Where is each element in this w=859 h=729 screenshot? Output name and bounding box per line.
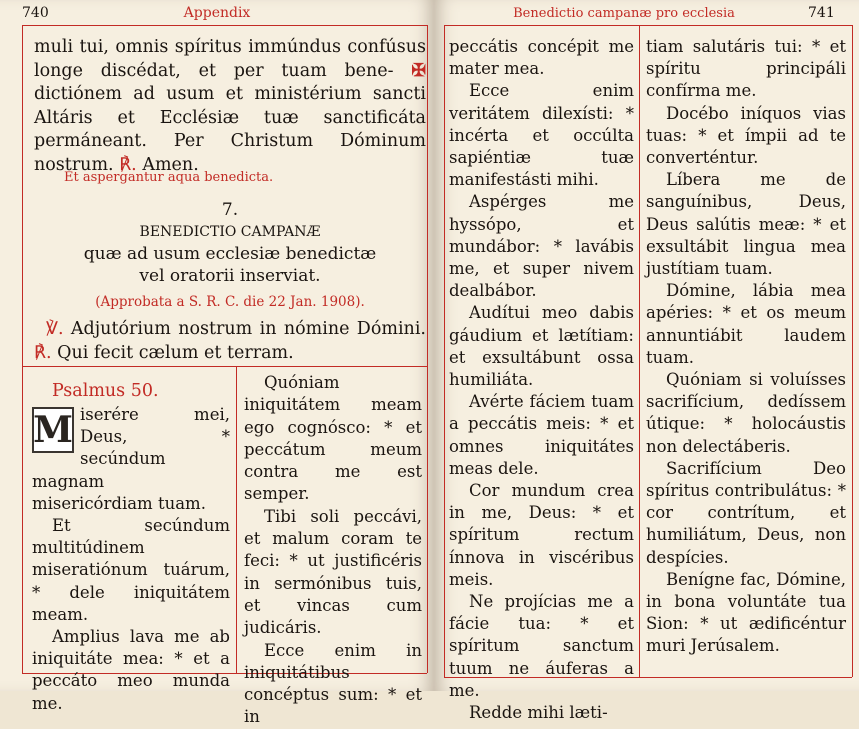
left-running-head: Appendix xyxy=(183,5,251,21)
left-column-2 xyxy=(244,372,422,729)
right-frame-left xyxy=(444,25,445,677)
versicle-symbol: ℣. xyxy=(46,319,64,339)
right-header-rule xyxy=(444,25,852,26)
section-subtitle-2: vel oratorii inserviat. xyxy=(139,266,321,286)
psalm-rule xyxy=(22,366,427,367)
right-page-number: 741 xyxy=(808,5,835,21)
right-column-2 xyxy=(646,36,846,658)
psalm-verse-6: Ecce enim in iniquitátibus concéptus sum: * et in xyxy=(244,640,422,727)
right-page xyxy=(434,0,859,723)
psalm-verse-3: Amplius lava me ab iniquitáte mea: * et a peccáto meo munda me. xyxy=(32,627,230,713)
approbation-note: (Approbata a S. R. C. die 22 Jan. 1908). xyxy=(95,294,365,310)
left-header-rule xyxy=(22,25,427,26)
psalm-verse-18: Quóniam si voluísses sacrifícium, dedíssem útique: * holocáustis non delectáberis. xyxy=(646,370,846,456)
right-running-head: Benedictio campanæ pro ecclesia xyxy=(513,5,735,21)
left-column-1 xyxy=(32,404,230,715)
versicle-response xyxy=(34,317,426,365)
psalm-verse-12: Cor mundum crea in me, Deus: * et spíritum rectum ínnova in viscéribus meis. xyxy=(449,481,634,589)
dropcap-m-icon: M xyxy=(32,407,74,453)
right-column-1 xyxy=(449,36,634,724)
response-text: Qui fecit cælum et terram. xyxy=(57,343,294,363)
psalm-verse-15: Docébo iníquos vias tuas: * et ímpii ad te converténtur. xyxy=(646,103,846,168)
psalm-verse-10: Audítui meo dabis gáudium et lætítiam: et exsultábunt ossa humiliáta. xyxy=(449,303,634,390)
psalm-verse-19: Sacrifícium Deo spíritus contribulátus: * cor contrítum, et humiliátum, Deus, non despícies. xyxy=(646,458,846,567)
psalm-verse-7: peccátis concépit me mater mea. xyxy=(449,37,634,79)
rubric-asperges: Et aspergantur aqua benedicta. xyxy=(64,170,274,185)
psalm-verse-1-text: iserére mei, Deus, * secúndum magnam misericórdiam tuam. xyxy=(32,405,230,513)
left-column-divider xyxy=(236,366,237,673)
response-symbol: ℟. xyxy=(119,154,137,175)
psalm-verse-14: Redde mihi læti- xyxy=(469,703,608,723)
psalm-verse-4: Quóniam iniquitátem meam ego cognósco: * et peccátum meum contra me est semper. xyxy=(244,373,422,504)
section-number: 7. xyxy=(221,200,239,220)
psalm-verse-20: Benígne fac, Dómine, in bona voluntáte tua Sion: * ut ædificéntur muri Jerúsalem. xyxy=(646,569,846,656)
right-column-divider xyxy=(639,25,640,677)
left-page-number: 740 xyxy=(22,5,49,21)
response-symbol-2: ℟. xyxy=(34,343,52,363)
amen-text: Amen. xyxy=(142,154,199,175)
versicle-text: Adjutórium nostrum in nómine Dómini. xyxy=(70,319,426,339)
psalm-verse-8: Ecce enim veritátem dilexísti: * incérta et occúlta sapiéntiæ tuæ manifestásti mihi. xyxy=(449,81,634,190)
opening-paragraph-text: muli tui, omnis spíritus immúndus confúsus longe discédat, et per tuam bene- xyxy=(34,37,426,81)
psalm-verse-14-cont: tiam salutáris tui: * et spíritu principáli confírma me. xyxy=(646,37,846,101)
psalm-verse-11: Avérte fáciem tuam a peccátis meis: * et omnes iniquitátes meas dele. xyxy=(449,392,634,478)
right-frame-right xyxy=(852,25,853,677)
section-subtitle-1: quæ ad usum ecclesiæ benedictæ xyxy=(83,244,377,264)
psalm-verse-16: Líbera me de sanguínibus, Deus, Deus salútis meæ: * et exsultábit lingua mea justítiam tuam. xyxy=(646,170,846,279)
psalm-verse-2: Et secúndum multitúdinem miseratiónum tuárum, * dele iniquitátem meam. xyxy=(32,516,230,624)
psalm-verse-1 xyxy=(32,404,230,515)
section-title: BENEDICTIO CAMPANÆ xyxy=(139,224,321,240)
left-frame-right xyxy=(427,25,428,673)
psalm-verse-13: Ne projícias me a fácie tua: * et spíritum sanctum tuum ne áuferas a me. xyxy=(449,592,634,700)
psalm-verse-5: Tibi soli peccávi, et malum coram te feci: * ut justificéris in sermónibus tuis, et vincas cum judicáris. xyxy=(244,506,422,638)
opening-paragraph-text-cont: dictiónem ad usum et ministérium sancti Altáris et Ecclésiæ tuæ sanctificáta permáneant. Per Christum Dóminum nostrum. xyxy=(34,84,426,175)
psalm-verse-9: Aspérges me hyssópo, et mundábor: * lavábis me, et super nivem dealbábor. xyxy=(449,192,634,301)
left-frame-left xyxy=(22,25,23,673)
psalm-verse-17: Dómine, lábia mea apéries: * et os meum annuntiábit laudem tuam. xyxy=(646,281,846,367)
opening-paragraph xyxy=(34,36,426,177)
cross-icon: ✠ xyxy=(411,60,426,81)
psalm-title: Psalmus 50. xyxy=(52,381,159,401)
